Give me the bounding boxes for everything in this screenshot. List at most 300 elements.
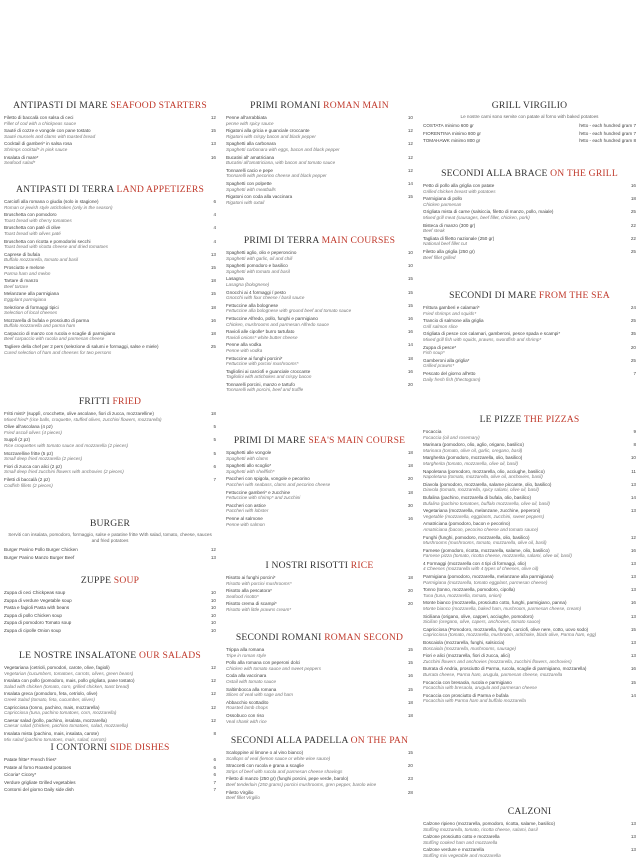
item-translation: Beef carpaccio with rucola and parmesan cheese bbox=[4, 336, 105, 342]
item-price: 13 bbox=[210, 554, 216, 560]
item-name: Spaghetti allo scoglio* bbox=[226, 463, 272, 469]
item-name: Filetto di baccalà con salsa di ceci bbox=[4, 115, 74, 120]
menu-item bbox=[226, 382, 413, 393]
menu-item bbox=[423, 614, 636, 625]
menu-item bbox=[4, 555, 216, 561]
section-heading bbox=[4, 184, 216, 195]
item-price: 15 bbox=[630, 626, 636, 632]
menu-item bbox=[4, 678, 216, 689]
item-name: Scaloppine al limone o al vino bianco) bbox=[226, 750, 304, 755]
menu-item bbox=[4, 291, 216, 302]
menu-item bbox=[423, 561, 636, 572]
menu-item bbox=[226, 115, 413, 126]
item-translation: Seafood risotto* bbox=[226, 593, 259, 599]
item-name: Penne all'arrabbiata bbox=[226, 115, 267, 120]
item-translation: Farnese pizza (tomato, ricotta cheese, mozzarella, salami, olive oil, basil) bbox=[423, 553, 572, 559]
section-title: GRILL VIRGILIO bbox=[491, 100, 568, 111]
item-price: 15 bbox=[630, 679, 636, 685]
item-name: Coda alla vaccinara bbox=[226, 673, 267, 679]
section-heading bbox=[4, 575, 216, 586]
section-secondi-alla-padella bbox=[226, 735, 413, 803]
item-price: 7 bbox=[213, 779, 216, 785]
item-name: Insalata greca (pomodoro, feta, cetriolo, olive) bbox=[4, 691, 98, 697]
section-title: ZUPPE bbox=[80, 575, 112, 586]
item-name: Mozzarella di bufala e prosciutto di parma bbox=[4, 317, 90, 323]
item-translation: Napoletana (tomato, mozzarella, olive oil, anchovies, basil) bbox=[423, 474, 543, 480]
item-translation: Mixed grill fish with squids, prawns, swordfish and shrimp* bbox=[423, 336, 542, 342]
item-name: Zuppa di pollo Chicken soup bbox=[4, 612, 62, 618]
item-translation: Capricciosa (tomato, mozzarella, mushroom, artichoke, black olive, Parma ham, egg) bbox=[423, 632, 597, 638]
item-name: Zuppa di ceci Chickpeas soup bbox=[4, 590, 66, 595]
item-name: Spaghetti aglio, olio e peperoncino bbox=[226, 250, 297, 255]
item-translation: Capricciosa (tuna, pachino tomatoes, corn, mozzarella) bbox=[4, 710, 117, 716]
item-translation: Buffalo mozzarella, tomato and basil bbox=[4, 257, 79, 263]
section-subtitle: MAIN COURSES bbox=[321, 235, 396, 246]
item-name: Zuppa di pomodoro Tomato soup bbox=[4, 620, 72, 626]
item-price: 13 bbox=[630, 481, 636, 487]
menu-item bbox=[423, 834, 636, 845]
section-heading bbox=[4, 650, 216, 661]
item-name: Grigliata mista di carne (salsiccia, filetto di manzo, pollo, maiale) bbox=[423, 209, 554, 215]
item-name: Fiori e alici (mozzarella, fiori di zucca, alici) bbox=[423, 653, 511, 659]
item-price: l'etto - each hundred gram 7 bbox=[578, 123, 636, 128]
item-price: 13 bbox=[630, 574, 636, 580]
section-title: I CONTORNI bbox=[50, 742, 108, 753]
item-translation: Spaghetti with tomato and basil bbox=[226, 268, 290, 274]
menu-item bbox=[226, 647, 413, 658]
section-subtitle: ON THE PAN bbox=[350, 735, 409, 746]
item-name: Boscaiola (mozzarella, funghi, salsiccia) bbox=[423, 640, 505, 645]
item-translation: Scallops of veal (lemon sauce or white wine sauce) bbox=[226, 755, 331, 761]
item-price: 6 bbox=[213, 463, 216, 469]
item-translation: National beef fillet cut bbox=[423, 241, 467, 247]
item-translation: Beef fillet Virgilio bbox=[226, 795, 260, 801]
item-translation: Cured selection of ham and cheeses for two persons bbox=[4, 349, 112, 355]
item-price: 13 bbox=[630, 613, 636, 619]
item-name: Marinara (pomodoro, olio, aglio, origano, basilico) bbox=[423, 442, 524, 448]
item-price: 16 bbox=[630, 547, 636, 553]
item-name: Napoletana (pomodoro, mozzarella, olio, acciughe, basilico) bbox=[423, 468, 545, 474]
section-subtitle: SOUP bbox=[113, 575, 140, 586]
item-translation: Rigatoni with oxtail bbox=[226, 199, 265, 205]
menu-item bbox=[226, 713, 413, 724]
item-translation: Toast bread with cherry tomatoes bbox=[4, 217, 72, 223]
section-primi-di-terra bbox=[226, 235, 413, 395]
menu-item bbox=[226, 155, 413, 166]
item-price: 15 bbox=[407, 750, 413, 755]
menu-item bbox=[226, 356, 413, 367]
item-translation: Beef fillet grilled bbox=[423, 254, 456, 260]
menu-item bbox=[4, 787, 216, 793]
menu-item bbox=[423, 442, 636, 453]
section-title: LE PIZZE bbox=[479, 414, 522, 425]
item-name: Ossobuco con riso bbox=[226, 712, 265, 718]
item-translation: Fettuccine alla bolognese with ground beef and tomato sauce bbox=[226, 308, 352, 314]
item-price: 15 bbox=[407, 276, 413, 282]
menu-item bbox=[423, 535, 636, 546]
item-name: Supplì (2 pz) bbox=[4, 437, 31, 443]
item-name: Filetto alla griglia (250 gr) bbox=[423, 248, 475, 254]
item-name: Fiori di zucca con alici (2 pz) bbox=[4, 463, 62, 469]
menu-item bbox=[423, 131, 636, 137]
item-name: Zuppa di pesce* bbox=[423, 344, 457, 350]
item-price: 13 bbox=[630, 834, 636, 840]
item-price: 28 bbox=[407, 789, 413, 795]
item-price: 10 bbox=[210, 590, 216, 595]
item-translation: Marinara (tomato, olive oil, garlic, oregano, basil) bbox=[423, 447, 523, 453]
item-name: Monte bianco (mozzarella, prosciutto cotto, funghi, parmigiano, panna) bbox=[423, 600, 567, 606]
menu-item bbox=[423, 521, 636, 532]
item-price: 16 bbox=[630, 666, 636, 672]
item-price: 18 bbox=[407, 355, 413, 361]
menu-item bbox=[423, 508, 636, 519]
item-name: TOMAHAWK minimo 800 gr bbox=[423, 138, 481, 144]
item-price: 12 bbox=[210, 115, 216, 120]
item-price: 16 bbox=[407, 315, 413, 321]
item-price: 13 bbox=[630, 821, 636, 826]
section-subtitle: OUR SALADS bbox=[138, 650, 201, 661]
item-translation: Diavola (tomato, mozzarella, spicy salami, olive oil, basil) bbox=[423, 487, 539, 493]
item-name: Trippa alla romana bbox=[226, 647, 265, 652]
item-translation: Toast bread with ricotta cheese and dried tomatoes bbox=[4, 244, 109, 250]
menu-item bbox=[226, 750, 413, 761]
menu-item bbox=[423, 653, 636, 664]
item-price: 16 bbox=[210, 154, 216, 160]
item-name: Filetto Virgilio bbox=[226, 789, 254, 795]
section-fritti bbox=[4, 396, 216, 490]
item-translation: Beef tartare bbox=[4, 283, 29, 289]
item-name: Farnese (pomodoro, ricotta, mozzarella, salame, olio, basilico) bbox=[423, 547, 550, 553]
menu-item bbox=[423, 249, 636, 260]
item-price: 18 bbox=[210, 278, 216, 284]
section-title: ANTIPASTI DI TERRA bbox=[15, 184, 114, 195]
section-subtitle: THE PIZZAS bbox=[523, 414, 580, 425]
item-price: 12 bbox=[210, 665, 216, 670]
item-name: Tonnarelli porcini, manzo e tartufo bbox=[226, 381, 295, 387]
section-heading bbox=[226, 560, 413, 571]
item-name: Risotto crema di scampi* bbox=[226, 601, 277, 607]
menu-item bbox=[423, 305, 636, 316]
item-name: Vegetariana (cetrioli, pomodori, carote, olive, fagioli) bbox=[4, 665, 110, 670]
item-price: 8 bbox=[633, 442, 636, 448]
item-name: Petto di pollo alla griglia con patate bbox=[423, 183, 495, 188]
section-heading bbox=[423, 806, 636, 817]
menu-item bbox=[4, 705, 216, 716]
item-name: Parmigiana di pollo bbox=[423, 196, 463, 202]
menu-item bbox=[226, 660, 413, 671]
item-translation: Sauté mussels and clams with toasted bread bbox=[4, 133, 96, 139]
item-name: Saltimbocca alla romana bbox=[226, 686, 277, 692]
item-price: 7 bbox=[633, 370, 636, 376]
menu-item bbox=[226, 463, 413, 474]
menu-item bbox=[423, 236, 636, 247]
menu-item bbox=[4, 239, 216, 250]
item-translation: Rice croquettes with tomato sauce and mozzarella (2 pieces) bbox=[4, 442, 129, 448]
menu-item bbox=[423, 587, 636, 598]
item-name: Bruschetta con ricotta e pomodorini secchi bbox=[4, 238, 91, 244]
menu-item bbox=[4, 344, 216, 355]
menu-item bbox=[423, 455, 636, 466]
menu-item bbox=[226, 601, 413, 612]
item-price: 16 bbox=[630, 600, 636, 606]
menu-item bbox=[226, 263, 413, 274]
section-title: SECONDI DI MARE bbox=[449, 290, 537, 301]
item-name: COSTATA minimo 600 gr bbox=[423, 123, 474, 128]
item-name: Paccheri con astice bbox=[226, 502, 266, 508]
item-name: Fettuccine Alfredo, pollo, funghi e parmigiano bbox=[226, 315, 318, 321]
menu-item bbox=[423, 223, 636, 234]
item-name: Tagliolini ai carciofi e guanciale croccante bbox=[226, 368, 311, 374]
menu-item bbox=[423, 680, 636, 691]
menu-item bbox=[423, 469, 636, 480]
menu-item bbox=[4, 547, 216, 553]
menu-item bbox=[4, 477, 216, 488]
item-name: Carciofi alla romana o giudia (solo in stagione) bbox=[4, 199, 99, 204]
menu-item bbox=[226, 290, 413, 301]
section-heading bbox=[4, 518, 216, 529]
item-price: 35 bbox=[630, 331, 636, 337]
menu-item bbox=[226, 490, 413, 501]
menu-item bbox=[226, 329, 413, 340]
menu-item bbox=[423, 123, 636, 129]
item-name: Bruschetta con pomodoro bbox=[4, 212, 57, 218]
item-translation: Slices of veal with sage and ham bbox=[226, 692, 293, 698]
item-price: 15 bbox=[407, 289, 413, 295]
section-calzoni bbox=[423, 806, 636, 861]
item-name: Bruschetta con paté di olive bbox=[4, 225, 61, 231]
item-price: 6 bbox=[213, 757, 216, 762]
item-price: 25 bbox=[630, 318, 636, 324]
menu-item bbox=[226, 776, 413, 787]
menu-item bbox=[423, 371, 636, 382]
item-name: Tonno (tonno, mozzarella, pomodoro, cipolla) bbox=[423, 587, 515, 593]
item-price: 20 bbox=[407, 381, 413, 387]
item-translation: Stuffing mozzarella, tomato, ricotta cheese, salami, basil bbox=[423, 826, 538, 832]
item-name: Verdure grigliate Grilled vegetables bbox=[4, 779, 76, 785]
section-heading bbox=[423, 414, 636, 425]
item-translation: Spaghetti with clams bbox=[226, 455, 269, 461]
section-heading bbox=[226, 632, 413, 643]
item-translation: Codfish fillets (2 pieces) bbox=[4, 482, 53, 488]
menu-item bbox=[226, 476, 413, 487]
item-name: Calzone verdure e mozzarella bbox=[423, 847, 485, 853]
section-heading bbox=[423, 168, 636, 179]
menu-item bbox=[226, 181, 413, 192]
item-translation: Greek Salad (tomato, feta, cucumber, olives) bbox=[4, 696, 95, 702]
menu-item bbox=[4, 665, 216, 676]
item-name: Capricciosa (tonno, pachino, mais, mozzarella) bbox=[4, 704, 100, 710]
item-translation: Penne with vodka bbox=[226, 347, 263, 353]
section-title: I NOSTRI RISOTTI bbox=[265, 560, 349, 571]
section-grill-virgilio bbox=[423, 100, 636, 146]
menu-item bbox=[4, 757, 216, 763]
menu-item bbox=[4, 318, 216, 329]
item-price: 9 bbox=[633, 429, 636, 434]
section-i-nostri-risotti bbox=[226, 560, 413, 615]
item-translation: Vegetarian (cucumbers, tomatoes, carrots, olives, green beans) bbox=[4, 670, 134, 676]
menu-item bbox=[423, 183, 636, 194]
section-title: PRIMI DI MARE bbox=[233, 435, 306, 446]
section-primi-romani bbox=[226, 100, 413, 207]
item-name: Lasagna bbox=[226, 276, 244, 282]
item-price: 10 bbox=[210, 620, 216, 626]
menu-item bbox=[226, 673, 413, 684]
menu-item bbox=[4, 605, 216, 611]
menu-item bbox=[4, 613, 216, 619]
item-name: Zuppa di cipolle Onion soup bbox=[4, 627, 61, 633]
item-price: 15 bbox=[210, 264, 216, 270]
menu-item bbox=[423, 138, 636, 144]
item-translation: Mushrooms (mushrooms, tomato, mozzarella, olive oil, basil) bbox=[423, 540, 547, 546]
item-translation: Tuna (tuna, mozzarella, tomato, onion) bbox=[423, 592, 502, 598]
item-name: Sauté di cozze e vongole con pane tostato bbox=[4, 128, 91, 134]
section-antipasti-di-mare bbox=[4, 100, 216, 168]
item-price: 18 bbox=[630, 196, 636, 202]
item-name: Bufalina (pachino, mozzarella di bufala, olio, basilico) bbox=[423, 494, 532, 500]
item-translation: Vegetable (mozzarella, eggplants, zucchini, sweet peppers) bbox=[423, 513, 545, 519]
item-translation: Gnocchi with four cheese / basil sauce bbox=[226, 295, 305, 301]
menu-item bbox=[4, 451, 216, 462]
item-translation: Selection of local cheeses bbox=[4, 310, 58, 316]
item-translation: Stuffing mix vegetable and mozzarella bbox=[423, 852, 501, 858]
item-price: 18 bbox=[210, 411, 216, 416]
item-name: Calzone ripieno (mozzarella, pomodoro, ricotta, salame, basilico) bbox=[423, 821, 556, 826]
item-translation: Parma ham and melon bbox=[4, 270, 51, 276]
item-name: Rigatoni con coda alla vaccinara bbox=[226, 194, 293, 200]
section-heading bbox=[4, 742, 216, 753]
item-translation: Roman or jewish style artichokes (only in the season) bbox=[4, 204, 113, 210]
menu-item bbox=[226, 250, 413, 261]
menu-item bbox=[226, 575, 413, 586]
item-price: 5 bbox=[213, 437, 216, 443]
item-name: Grigliata di pesce con calamari, gamberoni, pesce spada e scampi* bbox=[423, 331, 561, 337]
item-price: 13 bbox=[210, 141, 216, 147]
item-translation: Tripe in roman style bbox=[226, 652, 266, 658]
item-translation: Sicilian (oregano, olive, capers, anchovies, tomato sauce) bbox=[423, 619, 541, 625]
menu-item bbox=[226, 141, 413, 152]
item-name: Filetto di manzo (250 gr) (funghi porcini, pepe verde, barolo) bbox=[226, 776, 349, 782]
item-translation: Fettuccine with porcini mushrooms* bbox=[226, 361, 299, 367]
menu-item bbox=[4, 590, 216, 596]
item-name: Straccetti con rucola e grana a scaglie bbox=[226, 763, 304, 769]
section-subtitle: SEAFOOD STARTERS bbox=[110, 100, 207, 111]
item-translation: Spaghetti with shellfish* bbox=[226, 468, 275, 474]
item-price: 14 bbox=[407, 180, 413, 186]
item-price: 12 bbox=[210, 717, 216, 723]
section-secondi-romani bbox=[226, 632, 413, 726]
item-name: Burger Panino Manzo Burger Beef bbox=[4, 554, 75, 560]
item-translation: Grilled chicken breast with potatoes bbox=[423, 188, 496, 194]
menu-item bbox=[423, 209, 636, 220]
menu-item bbox=[423, 821, 636, 832]
menu-item bbox=[4, 411, 216, 422]
item-price: 12 bbox=[407, 154, 413, 160]
item-translation: Amatriciana (bacon, pecorino cheese and tomato sauce) bbox=[423, 526, 539, 532]
item-price: 10 bbox=[210, 597, 216, 603]
item-price: 24 bbox=[630, 305, 636, 310]
menu-item bbox=[4, 305, 216, 316]
item-price: 16 bbox=[210, 317, 216, 323]
item-translation: Spaghetti with garlic, oil and chili bbox=[226, 255, 293, 261]
item-price: 25 bbox=[630, 248, 636, 254]
item-price: 6 bbox=[213, 199, 216, 204]
menu-item bbox=[423, 693, 636, 704]
menu-item bbox=[4, 265, 216, 276]
item-price: 12 bbox=[210, 547, 216, 552]
menu-item bbox=[4, 464, 216, 475]
item-translation: Chicken, mushrooms and parmesan Alfredo sauce bbox=[226, 321, 329, 327]
item-price: 20 bbox=[407, 763, 413, 769]
item-name: Tonnarelli cacio e pepe bbox=[226, 167, 273, 173]
item-translation: penne with spicy sauce bbox=[226, 120, 274, 126]
item-price: 13 bbox=[630, 640, 636, 645]
item-translation: Seafood salad* bbox=[4, 160, 36, 166]
item-translation: Stuffing cooked ham and mozzarella bbox=[423, 839, 498, 845]
item-translation: Focacchia with bresaola, arugula and parmesan cheese bbox=[423, 685, 537, 691]
item-translation: Focacchia with Parma ham and buffalo mozzarella bbox=[423, 698, 526, 704]
section-secondi-di-mare bbox=[423, 290, 636, 384]
item-name: Burrata di Andria, prosciutto di Parma, rucola, scaglie di parmigiano, mozzarella) bbox=[423, 666, 587, 672]
item-name: Cicoria* Cicory* bbox=[4, 772, 37, 778]
menu-item bbox=[423, 574, 636, 585]
item-price: 22 bbox=[630, 235, 636, 241]
item-price: 16 bbox=[407, 368, 413, 374]
section-subtitle: SEA'S MAIN COURSE bbox=[308, 435, 406, 446]
item-name: Focaccia con bresaola, rucola e parmigiano bbox=[423, 679, 512, 685]
item-price: 20 bbox=[407, 476, 413, 482]
item-name: Mozzarelline fritte (5 pz) bbox=[4, 450, 54, 456]
menu-item bbox=[4, 765, 216, 771]
section-subtitle: RICE bbox=[350, 560, 374, 571]
item-translation: Risotto with porcini mushrooms* bbox=[226, 580, 292, 586]
item-price: 14 bbox=[630, 692, 636, 698]
menu-item bbox=[423, 548, 636, 559]
item-name: Calzone prosciutto cotto e mozzarella bbox=[423, 834, 500, 840]
item-price: l'etto - each hundred gram 8 bbox=[578, 138, 636, 144]
section-heading bbox=[226, 100, 413, 111]
item-price: 10 bbox=[630, 455, 636, 461]
menu-item bbox=[226, 516, 413, 527]
item-translation: Strips of beef with rucola and parmesan cheese shavings bbox=[226, 768, 343, 774]
item-price: 13 bbox=[630, 508, 636, 514]
item-price: 13 bbox=[630, 587, 636, 593]
item-translation: Lasagna (bolognese) bbox=[226, 281, 270, 287]
item-name: Fettuccine ai funghi porcini* bbox=[226, 355, 283, 361]
menu-item bbox=[226, 700, 413, 711]
item-name: Funghi (funghi, pomodoro, mozzarella, olio, basilico) bbox=[423, 534, 530, 540]
item-name: Prosciutto e melone bbox=[4, 264, 45, 270]
item-name: Pasta e fagioli Pasta with beans bbox=[4, 605, 70, 611]
menu-item bbox=[4, 225, 216, 236]
section-i-contorni bbox=[4, 742, 216, 795]
item-price: 16 bbox=[407, 329, 413, 335]
item-price: 18 bbox=[407, 575, 413, 580]
item-price: 23 bbox=[407, 776, 413, 782]
section-heading bbox=[423, 290, 636, 301]
section-subtitle: ROMAN MAIN bbox=[323, 100, 389, 111]
item-price: 7 bbox=[213, 787, 216, 793]
menu-item bbox=[4, 780, 216, 786]
item-price: 5 bbox=[213, 424, 216, 430]
item-name: Cocktail di gamberi* in salsa rosa bbox=[4, 141, 72, 147]
item-name: Parmigiana (pomodoro, mozzarella, melanzane alla parmigiana) bbox=[423, 574, 554, 580]
menu-item bbox=[423, 196, 636, 207]
section-title: BURGER bbox=[89, 518, 131, 529]
section-heading bbox=[4, 100, 216, 111]
item-translation: Oxtail with tomato sauce bbox=[226, 678, 277, 684]
item-translation: Mixed fried* (rice balls, croquette, stuffed olives, zucchini flowers, mozzarella) bbox=[4, 416, 162, 422]
item-price: 4 bbox=[213, 238, 216, 244]
